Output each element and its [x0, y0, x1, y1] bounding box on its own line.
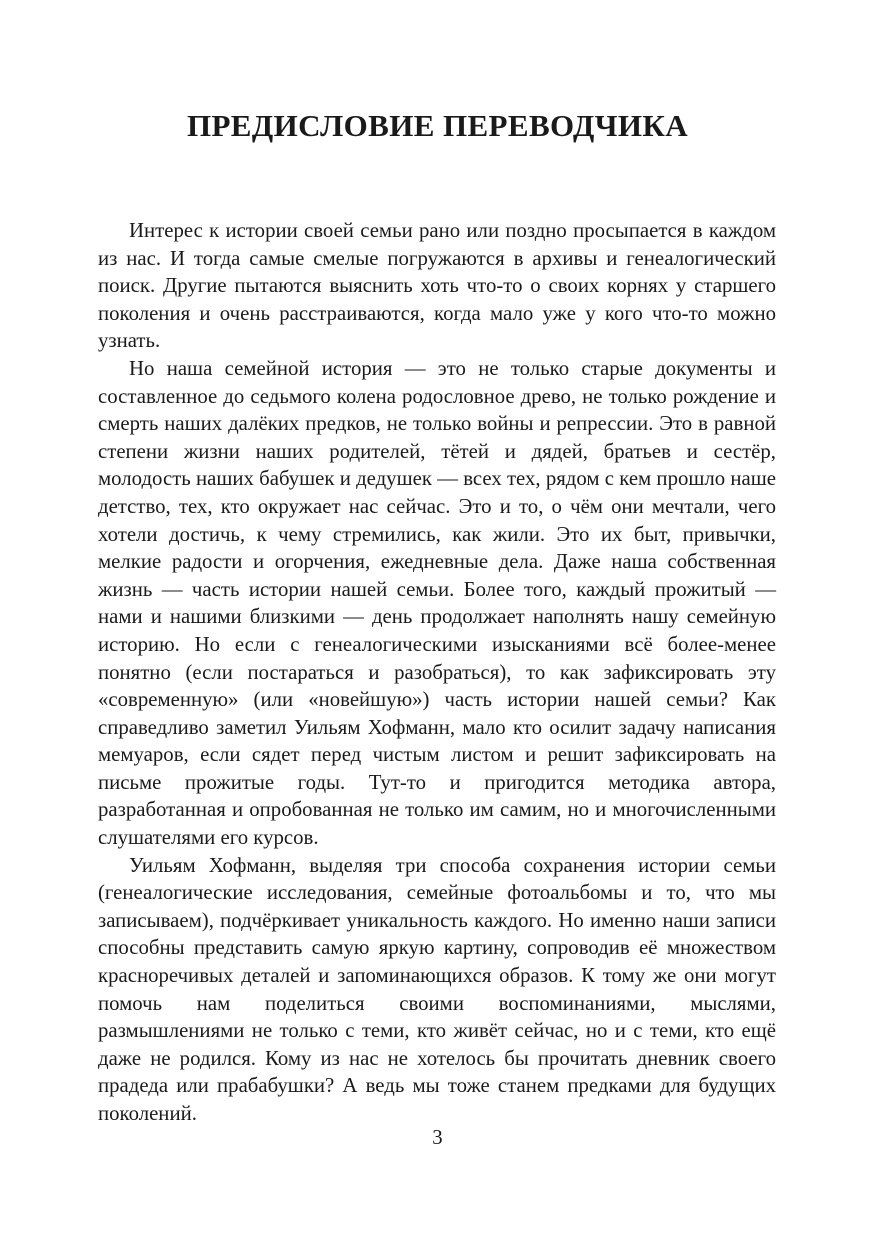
body-text — [98, 217, 776, 1128]
paragraph-1: Интерес к истории своей семьи рано или поздно просыпается в каждом из нас. И тогда самые смелые погружаются в архивы и генеалогический поиск. Другие пытаются выяснить хоть что-то о своих корнях у старшего поколения и очень расстраиваются, когда мало уже у кого что-то можно узнать. — [98, 219, 776, 353]
paragraph-2: Но наша семейной история — это не только старые документы и составленное до седьмого колена родословное древо, не только рождение и смерть наших далёких предков, не только войны и репрессии. Это в равной степени жизни наших родителей, тётей и дядей, братьев и сестёр, молодость наших бабушек и дедушек — всех тех, рядом с кем прошло наше детство, тех, кто окружает нас сейчас. Это и то, о чём они мечтали, чего хотели достичь, к чему стремились, как жили. Это их быт, привычки, мелкие радости и огорчения, ежедневные дела. Даже наша собственная жизнь — часть истории нашей семьи. Более того, каждый прожитый — нами и нашими близкими — день продолжает наполнять нашу семейную историю. Но если с генеалогическими изысканиями всё более-менее понятно (если постараться и разобраться), то как зафиксировать эту «современную» (или «новейшую») часть истории нашей семьи? Как справедливо заметил Уильям Хофманн, мало кто осилит задачу написания мемуаров, если сядет перед чистым листом и решит зафиксировать на письме прожитые годы. Тут-то и пригодится методика автора, разработанная и опробованная не только им самим, но и многочисленными слушателями его курсов. — [98, 356, 776, 850]
page-number: 3 — [432, 1126, 443, 1149]
paragraph-3: Уильям Хофманн, выделяя три способа сохранения истории семьи (генеалогические исследования, семейные фотоальбомы и то, что мы записываем), подчёркивает уникальность каждого. Но именно наши записи способны представить самую яркую картину, сопроводив её множеством красноречивых деталей и запоминающихся образов. К тому же они могут помочь нам поделиться своими воспоминаниями, мыслями, размышлениями не только с теми, кто живёт сейчас, но и с теми, кто ещё даже не родился. Кому из нас не хотелось бы прочитать дневник своего прадеда или прабабушки? А ведь мы тоже станем предками для будущих поколений. — [98, 853, 776, 1125]
page-title: ПРЕДИСЛОВИЕ ПЕРЕВОДЧИКА — [186, 108, 689, 143]
